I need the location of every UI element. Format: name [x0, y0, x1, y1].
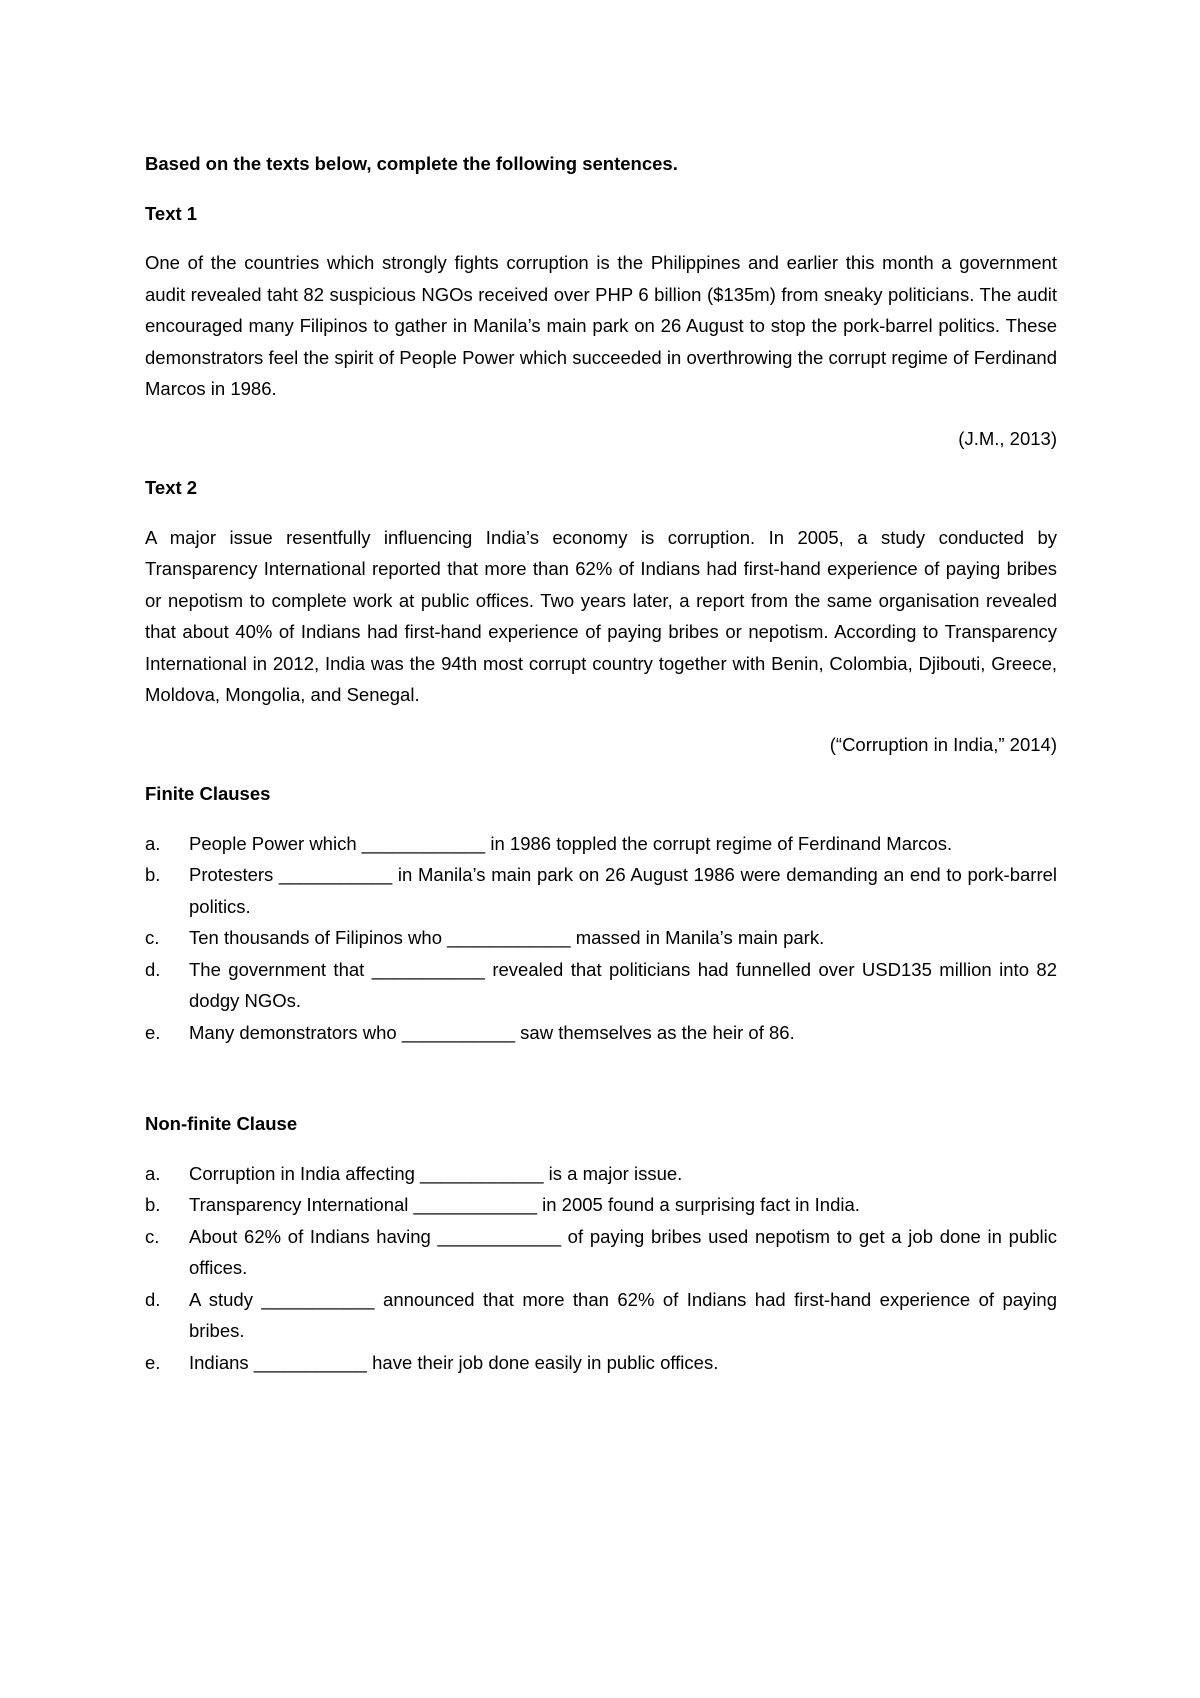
list-item: [145, 922, 1057, 954]
text1-body: One of the countries which strongly fights corruption is the Philippines and earlier this month a government audit revealed taht 82 suspicious NGOs received over PHP 6 billion ($135m) from sneaky politicians. The audit encouraged many Filipinos to gather in Manila’s main park on 26 August to stop the pork-barrel politics. These demonstrators feel the spirit of People Power which succeeded in overthrowing the corrupt regime of Ferdinand Marcos in 1986.: [145, 252, 1057, 399]
finite-clauses-list: [145, 828, 1057, 1049]
text1-heading: Text 1: [145, 202, 198, 224]
list-item-text: Many demonstrators who ___________ saw themselves as the heir of 86.: [189, 1021, 795, 1043]
non-finite-clause-heading: Non-finite Clause: [145, 1113, 298, 1134]
text2-heading: Text 2: [145, 477, 198, 498]
list-item-text: About 62% of Indians having ____________ of paying bribes used nepotism to get a job done in public offices.: [189, 1225, 1057, 1278]
text2-citation: (“Corruption in India,” 2014): [829, 733, 1057, 755]
text1-citation: (J.M., 2013): [958, 427, 1057, 449]
list-item-text: A study ___________ announced that more than 62% of Indians had first-hand experience of paying bribes.: [189, 1288, 1057, 1341]
list-item: [145, 1221, 1057, 1284]
list-item-text: Indians ___________ have their job done easily in public offices.: [189, 1351, 719, 1373]
text2-body: A major issue resentfully influencing India’s economy is corruption. In 2005, a study conducted by Transparency International reported that more than 62% of Indians had first-hand experience of paying bribes or nepotism to complete work at public offices. Two years later, a report from the same organisation revealed that about 40% of Indians had first-hand experience of paying bribes or nepotism. According to Transparency International in 2012, India was the 94th most corrupt country together with Benin, Colombia, Djibouti, Greece, Moldova, Mongolia, and Senegal.: [145, 526, 1057, 705]
list-item-text: Ten thousands of Filipinos who ____________ massed in Manila’s main park.: [189, 927, 825, 948]
list-item: [145, 954, 1057, 1017]
finite-clauses-heading: Finite Clauses: [145, 783, 271, 804]
instruction: Based on the texts below, complete the following sentences.: [145, 153, 678, 174]
list-marker: c.: [145, 1225, 160, 1247]
list-item: [145, 1284, 1057, 1347]
list-item-text: Corruption in India affecting ____________ is a major issue.: [189, 1162, 683, 1184]
list-marker: d.: [145, 1288, 161, 1310]
list-item: [145, 859, 1057, 922]
list-marker: b.: [145, 1194, 161, 1215]
list-marker: c.: [145, 927, 160, 948]
list-item-text: People Power which ____________ in 1986 toppled the corrupt regime of Ferdinand Marcos.: [189, 832, 953, 854]
list-marker: e.: [145, 1351, 161, 1373]
list-item-text: Protesters ___________ in Manila’s main park on 26 August 1986 were demanding an end to pork-barrel politics.: [189, 864, 1057, 917]
list-marker: d.: [145, 958, 161, 980]
list-item: [145, 1189, 1057, 1221]
list-marker: b.: [145, 864, 161, 885]
non-finite-clause-list: [145, 1158, 1057, 1379]
list-item-text: Transparency International ____________ in 2005 found a surprising fact in India.: [189, 1194, 860, 1215]
list-item: [145, 828, 1057, 860]
list-marker: a.: [145, 832, 161, 854]
list-item: [145, 1017, 1057, 1049]
list-item-text: The government that ___________ revealed that politicians had funnelled over USD135 million into 82 dodgy NGOs.: [189, 958, 1057, 1011]
list-item: [145, 1158, 1057, 1190]
list-marker: a.: [145, 1162, 161, 1184]
list-item: [145, 1347, 1057, 1379]
document-page: [145, 148, 1057, 1378]
list-marker: e.: [145, 1021, 161, 1043]
